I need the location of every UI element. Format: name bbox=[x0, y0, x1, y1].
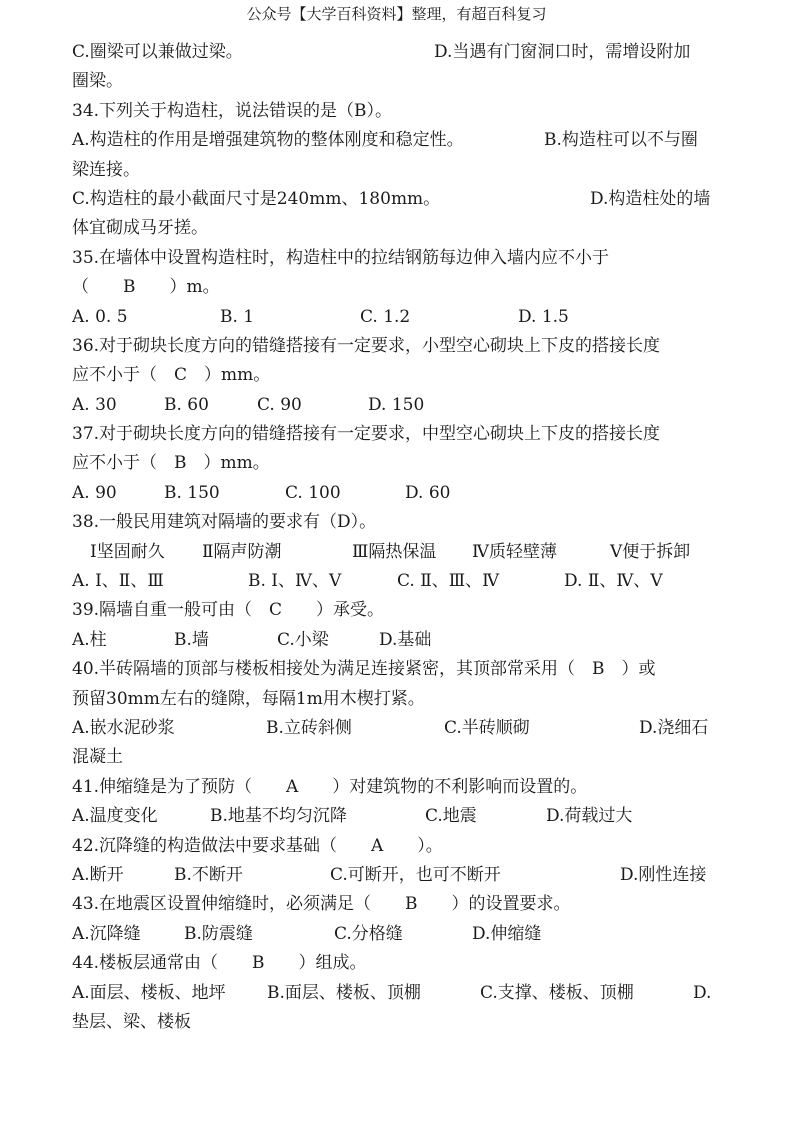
text-line bbox=[72, 655, 722, 684]
text-line bbox=[72, 626, 722, 655]
option-text: B. 1 bbox=[220, 306, 255, 327]
line-text: 混凝土 bbox=[72, 747, 123, 768]
option-text: D.当遇有门窗洞口时，需增设附加 bbox=[434, 42, 691, 62]
option-text: B.防震缝 bbox=[184, 923, 253, 944]
text-line bbox=[72, 567, 722, 596]
option-text: C. 100 bbox=[285, 482, 341, 503]
text-line bbox=[72, 214, 722, 243]
line-text: 垫层、梁、楼板 bbox=[72, 1011, 191, 1032]
line-text: 35.在墙体中设置构造柱时，构造柱中的拉结钢筋每边伸入墙内应不小于 bbox=[72, 247, 610, 268]
line-text: 42.沉降缝的构造做法中要求基础（ A ）。 bbox=[72, 835, 443, 856]
text-line bbox=[72, 156, 722, 185]
option-text: C.半砖顺砌 bbox=[444, 717, 530, 738]
text-line bbox=[72, 832, 722, 861]
option-text: Ⅴ便于拆卸 bbox=[610, 541, 691, 562]
option-text: Ⅲ隔热保温 bbox=[352, 541, 437, 562]
option-text: D. 1.5 bbox=[518, 306, 569, 327]
option-text: C.地震 bbox=[425, 806, 477, 827]
text-line bbox=[72, 890, 722, 919]
line-text: 41.伸缩缝是为了预防（ A ）对建筑物的不利影响而设置的。 bbox=[72, 776, 588, 797]
line-text: 预留30mm左右的缝隙，每隔1m用木楔打紧。 bbox=[72, 688, 425, 709]
option-text: D. 60 bbox=[405, 482, 451, 503]
line-text: A.面层、楼板、地坪 bbox=[72, 982, 226, 1003]
text-line bbox=[72, 185, 722, 214]
text-line bbox=[72, 743, 722, 772]
line-text: 34.下列关于构造柱，说法错误的是（B）。 bbox=[72, 100, 393, 121]
option-text: D.基础 bbox=[379, 629, 432, 650]
line-text: A. 0. 5 bbox=[72, 306, 128, 327]
text-line bbox=[72, 391, 722, 420]
text-line bbox=[72, 538, 722, 567]
text-line bbox=[72, 244, 722, 273]
option-text: C. 90 bbox=[257, 394, 302, 415]
line-text: 应不小于（ B ）mm。 bbox=[72, 453, 270, 474]
text-line bbox=[72, 685, 722, 714]
option-text: C.可断开，也可不断开 bbox=[330, 864, 501, 885]
line-text: A.柱 bbox=[72, 629, 107, 650]
line-text: A.嵌水泥砂浆 bbox=[72, 717, 175, 738]
line-text: 39.隔墙自重一般可由（ C ）承受。 bbox=[72, 600, 385, 621]
text-line bbox=[72, 97, 722, 126]
text-line bbox=[72, 714, 722, 743]
option-text: D. bbox=[693, 982, 712, 1003]
text-line bbox=[72, 67, 722, 96]
line-text: 43.在地震区设置伸缩缝时，必须满足（ B ）的设置要求。 bbox=[72, 894, 571, 915]
option-text: C.支撑、楼板、顶棚 bbox=[480, 982, 634, 1003]
question-content bbox=[72, 38, 722, 1037]
text-line bbox=[72, 1008, 722, 1037]
option-text: B.构造柱可以不与圈 bbox=[544, 130, 698, 151]
line-text: A.温度变化 bbox=[72, 806, 158, 827]
line-text: 36.对于砌块长度方向的错缝搭接有一定要求，小型空心砌块上下皮的搭接长度 bbox=[72, 335, 661, 356]
option-text: B.面层、楼板、顶棚 bbox=[267, 982, 421, 1003]
option-text: D.构造柱处的墙 bbox=[590, 188, 711, 209]
line-text: 体宜砌成马牙搓。 bbox=[72, 218, 208, 239]
line-text: C.圈梁可以兼做过梁。 bbox=[72, 42, 243, 62]
option-text: D.浇细石 bbox=[639, 717, 709, 738]
option-text: B.地基不均匀沉降 bbox=[210, 806, 347, 827]
option-text: D. Ⅱ、Ⅳ、Ⅴ bbox=[564, 571, 663, 592]
option-text: B.墙 bbox=[174, 629, 209, 650]
text-line bbox=[72, 420, 722, 449]
option-text: Ⅱ隔声防潮 bbox=[202, 541, 282, 562]
option-text: D. 150 bbox=[368, 394, 425, 415]
option-text: B. 150 bbox=[164, 482, 220, 503]
line-text: 38.一般民用建筑对隔墙的要求有（D）。 bbox=[72, 512, 377, 533]
text-line bbox=[72, 920, 722, 949]
option-text: D.荷载过大 bbox=[546, 806, 633, 827]
option-text: D.伸缩缝 bbox=[472, 923, 542, 944]
text-line bbox=[72, 861, 722, 890]
option-text: Ⅳ质轻壁薄 bbox=[472, 541, 557, 562]
page-header: 公众号【大学百科资料】整理，有超百科复习 bbox=[246, 5, 547, 23]
line-text: A.构造柱的作用是增强建筑物的整体刚度和稳定性。 bbox=[72, 130, 464, 151]
text-line bbox=[72, 596, 722, 625]
option-text: C. 1.2 bbox=[360, 306, 411, 327]
text-line bbox=[72, 508, 722, 537]
text-line bbox=[72, 38, 722, 67]
line-text: 40.半砖隔墙的顶部与楼板相接处为满足连接紧密，其顶部常采用（ B ）或 bbox=[72, 659, 656, 680]
text-line bbox=[72, 949, 722, 978]
option-text: B. Ⅰ、Ⅳ、Ⅴ bbox=[248, 571, 342, 592]
option-text: C.分格缝 bbox=[334, 923, 403, 944]
line-text: A.断开 bbox=[72, 864, 124, 885]
text-line bbox=[72, 273, 722, 302]
option-text: D.刚性连接 bbox=[620, 864, 707, 885]
option-text: B. 60 bbox=[164, 394, 209, 415]
option-text: C.小梁 bbox=[277, 629, 329, 650]
line-text: Ⅰ坚固耐久 bbox=[90, 541, 165, 562]
text-line bbox=[72, 479, 722, 508]
text-line bbox=[72, 126, 722, 155]
line-text: C.构造柱的最小截面尺寸是240mm、180mm。 bbox=[72, 188, 441, 209]
line-text: 37.对于砌块长度方向的错缝搭接有一定要求，中型空心砌块上下皮的搭接长度 bbox=[72, 424, 661, 445]
text-line bbox=[72, 802, 722, 831]
line-text: A. 30 bbox=[72, 394, 117, 415]
text-line bbox=[72, 979, 722, 1008]
option-text: C. Ⅱ、Ⅲ、Ⅳ bbox=[397, 571, 500, 592]
text-line bbox=[72, 449, 722, 478]
line-text: 44.楼板层通常由（ B ）组成。 bbox=[72, 953, 367, 974]
line-text: 应不小于（ C ）mm。 bbox=[72, 365, 271, 386]
option-text: B.立砖斜侧 bbox=[266, 717, 352, 738]
text-line bbox=[72, 773, 722, 802]
option-text: B.不断开 bbox=[174, 864, 243, 885]
text-line bbox=[72, 361, 722, 390]
line-text: 梁连接。 bbox=[72, 159, 140, 180]
line-text: A. Ⅰ、Ⅱ、Ⅲ bbox=[72, 571, 164, 592]
line-text: （ B ）m。 bbox=[72, 277, 220, 298]
line-text: A.沉降缝 bbox=[72, 923, 141, 944]
text-line bbox=[72, 332, 722, 361]
line-text: 圈梁。 bbox=[72, 71, 123, 92]
text-line bbox=[72, 303, 722, 332]
line-text: A. 90 bbox=[72, 482, 117, 503]
